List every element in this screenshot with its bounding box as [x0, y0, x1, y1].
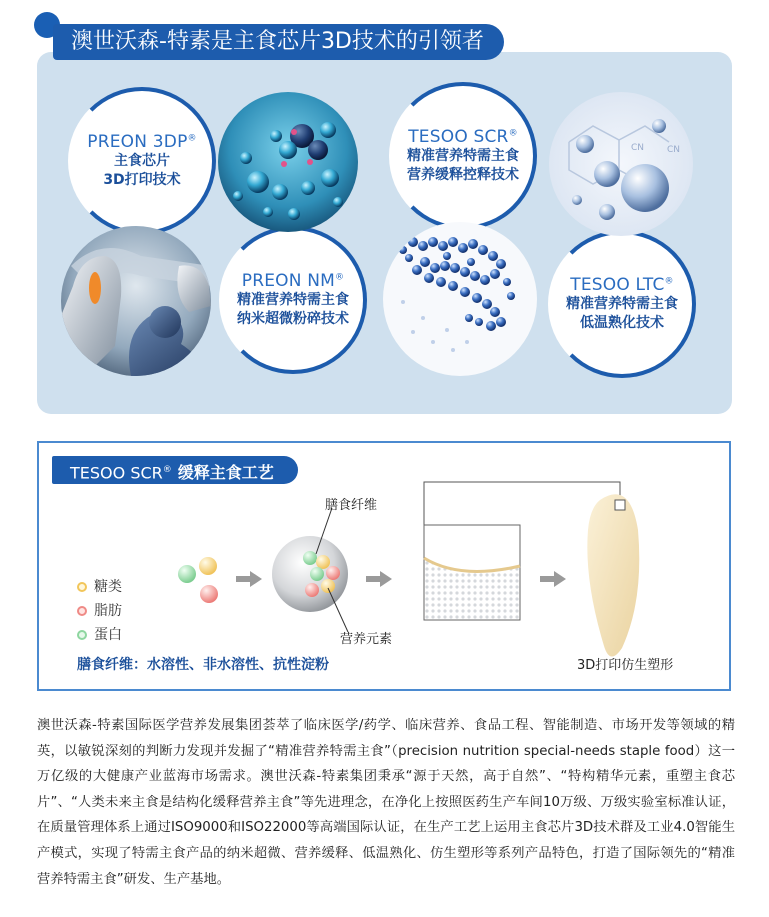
svg-text:CN: CN: [667, 145, 681, 155]
fiber-sphere: [272, 508, 348, 632]
legend-item-sugar: [77, 576, 122, 596]
tech-line: 3D打印技术: [103, 172, 181, 188]
tech-card-preon-3dp: [68, 87, 216, 235]
process-title-brand: TESOO SCR: [70, 463, 163, 483]
svg-text:CN: CN: [631, 143, 645, 153]
tech-line: 营养缓释控释技术: [407, 167, 519, 183]
legend-label: 脂肪: [94, 603, 122, 619]
legend-item-protein: [77, 624, 122, 644]
tech-line: 精准营养特需主食: [237, 292, 349, 308]
print-label: 3D打印仿生塑形: [577, 658, 674, 673]
arrow-right-icon: [236, 571, 262, 587]
process-title-cn: 缓释主食工艺: [177, 463, 274, 483]
tech-brand: TESOO SCR: [408, 127, 509, 147]
tech-line: 主食芯片: [114, 153, 170, 169]
tech-line: 低温熟化技术: [580, 315, 664, 331]
tech-card-tesoo-scr: [389, 82, 537, 230]
legend-label: 蛋白: [94, 627, 122, 643]
tech-line: 精准营养特需主食: [407, 148, 519, 164]
nutrient-balls: [178, 557, 218, 603]
arrow-right-icon: [366, 571, 392, 587]
registered-mark: ®: [335, 272, 345, 283]
page-title: 澳世沃森-特素是主食芯片3D技术的引领者: [53, 24, 504, 60]
legend-label: 糖类: [94, 579, 122, 595]
chemical-structure-image: [549, 92, 693, 236]
registered-mark: ®: [508, 128, 518, 139]
legend-item-fat: [77, 600, 122, 620]
tech-line: 纳米超微粉碎技术: [237, 311, 349, 327]
tech-line: 精准营养特需主食: [566, 296, 678, 312]
fiber-types: 膳食纤维：水溶性、非水溶性、抗性淀粉: [77, 657, 329, 673]
molecule-image: [218, 92, 358, 232]
tech-brand: PREON NM: [241, 271, 336, 291]
arrow-right-icon: [540, 571, 566, 587]
nutrient-label: 营养元素: [340, 632, 393, 647]
process-diagram: [160, 470, 720, 680]
tech-brand: PREON 3DP: [87, 132, 188, 152]
particle-chain-image: [383, 222, 537, 376]
rice-grain: [587, 494, 639, 656]
registered-mark: ®: [664, 276, 674, 287]
tech-card-preon-nm: [219, 226, 367, 374]
company-description: 澳世沃森-特素国际医学营养发展集团荟萃了临床医学/药学、临床营养、食品工程、智能制造、市场开发等领域的精英，以敏锐深刻的判断力发现并发掘了“精准营养特需主食”（precision nutrition special-needs staple food）这一万亿级的大健康产业蓝海市场需求。澳世沃森-特素集团秉承“源于天然，高于自然”、“特构精华元素，重塑主食芯片”、“人类未来主食是结构化缓释营养主食”等先进理念，在净化上按照医药生产车间10万级、万级实验室标准认证，在质量管理体系上通过ISO9000和ISO22000等高端国际认证，在生产工艺上运用主食芯片3D技术群及工业4.0智能生产模式，实现了特需主食产品的纳米超微、营养缓释、低温熟化、仿生塑形等系列产品特色，打造了国际领先的“精准营养特需主食”研发、生产基地。: [37, 718, 735, 887]
registered-mark: ®: [187, 133, 197, 144]
fiber-label: 膳食纤维: [325, 498, 378, 513]
tech-brand: TESOO LTC: [570, 275, 665, 295]
human-ai-image: [61, 226, 211, 376]
protein-dot-icon: [77, 630, 87, 640]
tech-card-tesoo-ltc: [548, 230, 696, 378]
sugar-dot-icon: [77, 582, 87, 592]
registered-mark: ®: [162, 465, 172, 475]
fat-dot-icon: [77, 606, 87, 616]
